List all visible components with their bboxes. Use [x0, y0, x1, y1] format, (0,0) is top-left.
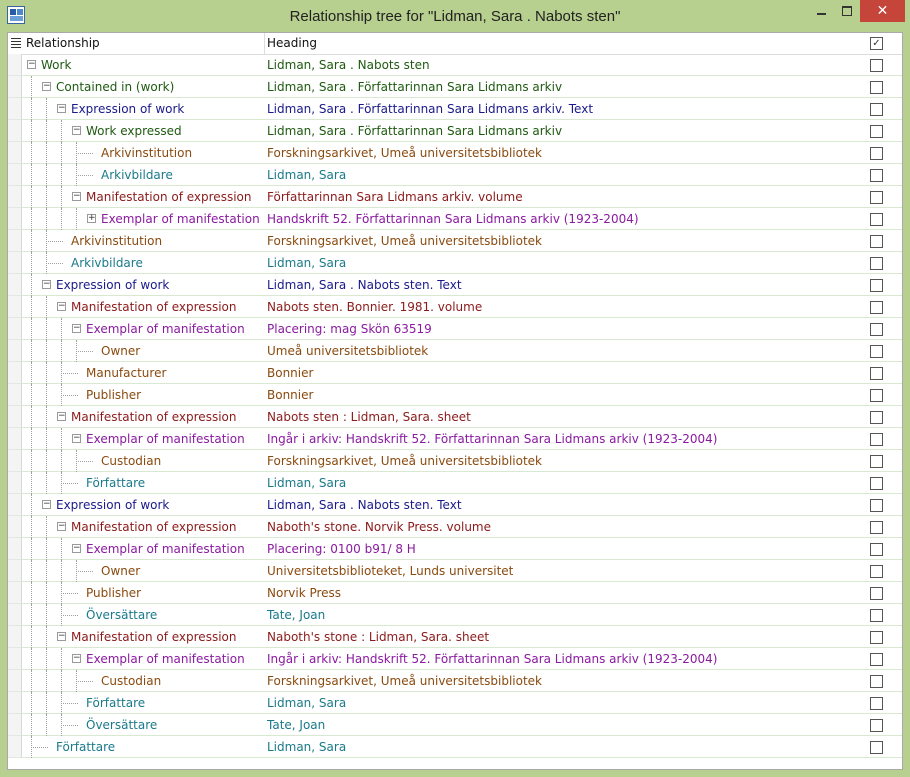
- heading-label: Lidman, Sara . Nabots sten: [267, 58, 430, 72]
- heading-label: Placering: 0100 b91/ 8 H: [267, 542, 416, 556]
- row-checkbox[interactable]: [870, 609, 883, 622]
- tree-connector: [46, 340, 47, 362]
- tree-row[interactable]: [8, 340, 902, 362]
- relationship-label: Work: [41, 58, 72, 72]
- row-gutter[interactable]: [8, 582, 22, 604]
- row-checkbox[interactable]: [870, 697, 883, 710]
- row-checkbox[interactable]: [870, 323, 883, 336]
- row-checkbox[interactable]: [870, 125, 883, 138]
- tree-connector: [46, 318, 47, 340]
- tree-connector: [61, 450, 62, 472]
- tree-connector: [31, 384, 32, 406]
- tree-connector: [46, 362, 47, 384]
- tree-connector: [61, 373, 78, 374]
- tree-connector: [61, 318, 62, 340]
- tree-connector: [31, 296, 32, 318]
- heading-label: Forskningsarkivet, Umeå universitetsbibliotek: [267, 674, 542, 688]
- heading-label: Naboth's stone : Lidman, Sara. sheet: [267, 630, 490, 644]
- collapse-icon[interactable]: −: [73, 653, 81, 663]
- tree-connector: [61, 703, 78, 704]
- relationship-label: Custodian: [101, 454, 162, 468]
- tree-connector: [31, 450, 32, 472]
- row-gutter[interactable]: [8, 692, 22, 714]
- relationship-label: Work expressed: [86, 124, 182, 138]
- row-gutter[interactable]: [8, 450, 22, 472]
- row-checkbox[interactable]: [870, 213, 883, 226]
- tree-connector: [31, 692, 32, 714]
- maximize-button[interactable]: [834, 0, 860, 22]
- tree-connector: [76, 351, 93, 352]
- row-gutter[interactable]: [8, 142, 22, 164]
- tree-row[interactable]: [8, 362, 902, 384]
- tree-connector: [31, 98, 32, 120]
- row-checkbox[interactable]: [870, 565, 883, 578]
- select-all-checkbox[interactable]: ✓: [870, 37, 883, 50]
- tree-row[interactable]: [8, 186, 902, 208]
- relationship-label: Författare: [86, 476, 146, 490]
- tree-row[interactable]: [8, 98, 902, 120]
- tree-connector: [31, 208, 32, 230]
- relationship-label: Manifestation of expression: [71, 410, 237, 424]
- row-checkbox[interactable]: [870, 279, 883, 292]
- relationship-label: Arkivinstitution: [71, 234, 163, 248]
- relationship-label: Exemplar of manifestation: [86, 542, 245, 556]
- relationship-label: Manifestation of expression: [71, 630, 237, 644]
- row-checkbox[interactable]: [870, 59, 883, 72]
- row-gutter[interactable]: [8, 186, 22, 208]
- heading-label: Lidman, Sara: [267, 256, 347, 270]
- row-gutter[interactable]: [8, 648, 22, 670]
- heading-label: Lidman, Sara: [267, 168, 347, 182]
- heading-label: Forskningsarkivet, Umeå universitetsbibliotek: [267, 454, 542, 468]
- collapse-icon[interactable]: −: [73, 191, 81, 201]
- relationship-label: Översättare: [86, 718, 158, 732]
- tree-connector: [61, 538, 62, 560]
- tree-connector: [61, 648, 62, 670]
- heading-label: Lidman, Sara . Nabots sten. Text: [267, 278, 462, 292]
- row-checkbox[interactable]: [870, 741, 883, 754]
- tree-connector: [31, 318, 32, 340]
- collapse-icon[interactable]: −: [73, 323, 81, 333]
- row-checkbox[interactable]: [870, 455, 883, 468]
- heading-label: Bonnier: [267, 388, 314, 402]
- tree-connector: [46, 648, 47, 670]
- row-gutter[interactable]: [8, 516, 22, 538]
- collapse-icon[interactable]: −: [73, 433, 81, 443]
- relationship-label: Manifestation of expression: [71, 300, 237, 314]
- row-checkbox[interactable]: [870, 411, 883, 424]
- tree-connector: [31, 582, 32, 604]
- relationship-label: Arkivinstitution: [101, 146, 193, 160]
- row-gutter[interactable]: [8, 230, 22, 252]
- tree-connector: [46, 428, 47, 450]
- tree-connector: [46, 263, 63, 264]
- tree-row[interactable]: [8, 318, 902, 340]
- tree-connector: [46, 582, 47, 604]
- tree-connector: [46, 142, 47, 164]
- tree-connector: [46, 296, 47, 318]
- relationship-label: Expression of work: [56, 278, 170, 292]
- tree-connector: [46, 384, 47, 406]
- tree-connector: [61, 593, 78, 594]
- tree-row[interactable]: [8, 714, 902, 736]
- tree-connector: [31, 164, 32, 186]
- tree-connector: [61, 208, 62, 230]
- relationship-label: Publisher: [86, 586, 142, 600]
- tree-connector: [61, 120, 62, 142]
- tree-connector: [31, 76, 32, 98]
- tree-connector: [61, 164, 62, 186]
- heading-label: Umeå universitetsbibliotek: [267, 344, 429, 358]
- tree-row[interactable]: [8, 164, 902, 186]
- heading-label: Naboth's stone. Norvik Press. volume: [267, 520, 491, 534]
- relationship-column-header[interactable]: Relationship: [26, 36, 100, 50]
- tree-row[interactable]: [8, 736, 902, 758]
- heading-label: Ingår i arkiv: Handskrift 52. Författarinnan Sara Lidmans arkiv (1923-2004): [267, 432, 718, 446]
- row-gutter[interactable]: [8, 362, 22, 384]
- tree-connector: [31, 604, 32, 626]
- tree-connector: [76, 175, 93, 176]
- relationship-label: Översättare: [86, 608, 158, 622]
- tree-connector: [61, 395, 78, 396]
- relationship-label: Expression of work: [71, 102, 185, 116]
- row-checkbox[interactable]: [870, 433, 883, 446]
- heading-label: Lidman, Sara: [267, 696, 347, 710]
- heading-label: Forskningsarkivet, Umeå universitetsbibliotek: [267, 146, 542, 160]
- row-checkbox[interactable]: [870, 631, 883, 644]
- tree-connector: [31, 472, 32, 494]
- row-checkbox[interactable]: [870, 477, 883, 490]
- tree-connector: [46, 604, 47, 626]
- row-gutter[interactable]: [8, 274, 22, 296]
- tree-connector: [46, 120, 47, 142]
- tree-connector: [76, 571, 93, 572]
- tree-connector: [46, 406, 47, 428]
- row-gutter[interactable]: [8, 164, 22, 186]
- tree-connector: [31, 560, 32, 582]
- window-title: Relationship tree for "Lidman, Sara . Nabots sten": [289, 8, 621, 25]
- tree-connector: [31, 494, 32, 516]
- relationship-label: Manifestation of expression: [86, 190, 252, 204]
- collapse-icon[interactable]: −: [58, 631, 66, 641]
- tree-row[interactable]: [8, 450, 902, 472]
- row-checkbox[interactable]: [870, 235, 883, 248]
- row-gutter[interactable]: [8, 120, 22, 142]
- row-checkbox[interactable]: [870, 169, 883, 182]
- heading-label: Författarinnan Sara Lidmans arkiv. volume: [267, 190, 523, 204]
- tree-connector: [31, 340, 32, 362]
- heading-label: Lidman, Sara: [267, 476, 347, 490]
- relationship-label: Arkivbildare: [71, 256, 143, 270]
- tree-connector: [31, 230, 32, 252]
- row-checkbox[interactable]: [870, 81, 883, 94]
- tree-connector: [46, 186, 47, 208]
- tree-row[interactable]: [8, 252, 902, 274]
- tree-row[interactable]: [8, 670, 902, 692]
- tree-row[interactable]: [8, 692, 902, 714]
- tree-connector: [46, 472, 47, 494]
- tree-row[interactable]: [8, 626, 902, 648]
- heading-label: Tate, Joan: [267, 608, 326, 622]
- relationship-label: Exemplar of manifestation: [86, 432, 245, 446]
- tree-connector: [61, 483, 78, 484]
- tree-connector: [76, 461, 93, 462]
- heading-label: Placering: mag Skön 63519: [267, 322, 432, 336]
- collapse-icon[interactable]: −: [43, 279, 51, 289]
- tree-connector: [46, 208, 47, 230]
- tree-connector: [76, 681, 93, 682]
- tree-connector: [31, 714, 32, 736]
- row-checkbox[interactable]: [870, 301, 883, 314]
- collapse-icon[interactable]: −: [73, 125, 81, 135]
- row-gutter[interactable]: [8, 472, 22, 494]
- expand-icon[interactable]: +: [88, 213, 96, 223]
- row-gutter[interactable]: [8, 670, 22, 692]
- tree-connector: [31, 626, 32, 648]
- row-gutter[interactable]: [8, 406, 22, 428]
- tree-connector: [31, 648, 32, 670]
- heading-label: Lidman, Sara . Författarinnan Sara Lidmans arkiv: [267, 80, 563, 94]
- tree-row[interactable]: [8, 230, 902, 252]
- tree-connector: [46, 538, 47, 560]
- row-gutter[interactable]: [8, 54, 22, 76]
- relationship-label: Publisher: [86, 388, 142, 402]
- tree-row[interactable]: [8, 120, 902, 142]
- heading-label: Tate, Joan: [267, 718, 326, 732]
- tree-connector: [31, 428, 32, 450]
- footer-area: [8, 759, 902, 769]
- tree-connector: [46, 714, 47, 736]
- tree-row[interactable]: [8, 54, 902, 76]
- tree-connector: [61, 615, 78, 616]
- row-checkbox[interactable]: [870, 257, 883, 270]
- tree-connector: [31, 362, 32, 384]
- row-gutter[interactable]: [8, 76, 22, 98]
- tree-connector: [31, 186, 32, 208]
- row-checkbox[interactable]: [870, 543, 883, 556]
- row-checkbox[interactable]: [870, 103, 883, 116]
- tree-connector: [61, 560, 62, 582]
- tree-connector: [46, 626, 47, 648]
- tree-connector: [46, 98, 47, 120]
- tree-connector: [61, 428, 62, 450]
- tree-row[interactable]: [8, 560, 902, 582]
- list-icon[interactable]: [11, 38, 21, 48]
- tree-connector: [46, 692, 47, 714]
- relationship-label: Exemplar of manifestation: [101, 212, 260, 226]
- tree-row[interactable]: [8, 296, 902, 318]
- tree-connector: [76, 208, 77, 230]
- row-gutter[interactable]: [8, 560, 22, 582]
- tree-row[interactable]: [8, 384, 902, 406]
- tree-connector: [31, 406, 32, 428]
- heading-label: Norvik Press: [267, 586, 342, 600]
- tree-connector: [61, 725, 78, 726]
- row-checkbox[interactable]: [870, 367, 883, 380]
- tree-row[interactable]: [8, 648, 902, 670]
- relationship-label: Exemplar of manifestation: [86, 322, 245, 336]
- heading-column-header[interactable]: Heading: [267, 36, 317, 50]
- row-gutter[interactable]: [8, 538, 22, 560]
- relationship-label: Custodian: [101, 674, 162, 688]
- row-divider: [22, 757, 902, 758]
- close-button[interactable]: [860, 0, 905, 22]
- heading-label: Handskrift 52. Författarinnan Sara Lidmans arkiv (1923-2004): [267, 212, 639, 226]
- collapse-icon[interactable]: −: [58, 411, 66, 421]
- row-checkbox[interactable]: [870, 499, 883, 512]
- tree-row[interactable]: [8, 76, 902, 98]
- row-gutter[interactable]: [8, 208, 22, 230]
- relationship-label: Expression of work: [56, 498, 170, 512]
- heading-label: Bonnier: [267, 366, 314, 380]
- relationship-label: Arkivbildare: [101, 168, 173, 182]
- tree-row[interactable]: [8, 516, 902, 538]
- tree-row[interactable]: [8, 582, 902, 604]
- row-checkbox[interactable]: [870, 675, 883, 688]
- relationship-label: Exemplar of manifestation: [86, 652, 245, 666]
- tree-connector: [31, 274, 32, 296]
- heading-label: Universitetsbiblioteket, Lunds universitet: [267, 564, 514, 578]
- collapse-icon[interactable]: −: [43, 499, 51, 509]
- tree-connector: [46, 670, 47, 692]
- row-gutter[interactable]: [8, 714, 22, 736]
- row-checkbox[interactable]: [870, 191, 883, 204]
- row-checkbox[interactable]: [870, 719, 883, 732]
- tree-row[interactable]: [8, 604, 902, 626]
- tree-connector: [31, 538, 32, 560]
- row-gutter[interactable]: [8, 296, 22, 318]
- heading-label: Lidman, Sara . Nabots sten. Text: [267, 498, 462, 512]
- tree-connector: [31, 670, 32, 692]
- title-bar[interactable]: [0, 0, 910, 32]
- row-checkbox[interactable]: [870, 521, 883, 534]
- tree-row[interactable]: [8, 406, 902, 428]
- row-checkbox[interactable]: [870, 389, 883, 402]
- tree-connector: [46, 516, 47, 538]
- tree-connector: [46, 560, 47, 582]
- minimize-icon: [817, 13, 826, 15]
- tree-connector: [46, 164, 47, 186]
- row-gutter[interactable]: [8, 428, 22, 450]
- minimize-button[interactable]: [808, 0, 834, 22]
- collapse-icon[interactable]: −: [43, 81, 51, 91]
- row-gutter[interactable]: [8, 736, 22, 758]
- tree-row[interactable]: [8, 428, 902, 450]
- heading-label: Ingår i arkiv: Handskrift 52. Författarinnan Sara Lidmans arkiv (1923-2004): [267, 652, 718, 666]
- heading-label: Lidman, Sara . Författarinnan Sara Lidmans arkiv. Text: [267, 102, 594, 116]
- heading-label: Lidman, Sara . Författarinnan Sara Lidmans arkiv: [267, 124, 563, 138]
- tree-connector: [46, 241, 63, 242]
- relationship-label: Manifestation of expression: [71, 520, 237, 534]
- row-gutter[interactable]: [8, 604, 22, 626]
- row-checkbox[interactable]: [870, 345, 883, 358]
- heading-label: Forskningsarkivet, Umeå universitetsbibliotek: [267, 234, 542, 248]
- collapse-icon[interactable]: −: [58, 521, 66, 531]
- relationship-label: Owner: [101, 344, 141, 358]
- column-header: [8, 33, 902, 55]
- heading-label: Nabots sten : Lidman, Sara. sheet: [267, 410, 471, 424]
- row-checkbox[interactable]: [870, 587, 883, 600]
- tree-connector: [31, 747, 48, 748]
- collapse-icon[interactable]: −: [73, 543, 81, 553]
- heading-label: Lidman, Sara: [267, 740, 347, 754]
- tree-row[interactable]: [8, 472, 902, 494]
- relationship-label: Contained in (work): [56, 80, 175, 94]
- relationship-label: Owner: [101, 564, 141, 578]
- row-gutter[interactable]: [8, 318, 22, 340]
- heading-label: Nabots sten. Bonnier. 1981. volume: [267, 300, 483, 314]
- collapse-icon[interactable]: −: [28, 59, 36, 69]
- tree-connector: [61, 186, 62, 208]
- tree-connector: [46, 450, 47, 472]
- row-gutter[interactable]: [8, 494, 22, 516]
- close-icon: ✕: [876, 3, 889, 19]
- row-gutter[interactable]: [8, 340, 22, 362]
- tree-row[interactable]: [8, 494, 902, 516]
- tree-connector: [31, 516, 32, 538]
- row-checkbox[interactable]: [870, 653, 883, 666]
- tree-connector: [31, 120, 32, 142]
- tree-connector: [61, 340, 62, 362]
- relationship-label: Författare: [56, 740, 116, 754]
- tree-row[interactable]: [8, 538, 902, 560]
- tree-connector: [31, 252, 32, 274]
- tree-row[interactable]: [8, 274, 902, 296]
- row-gutter[interactable]: [8, 252, 22, 274]
- row-gutter[interactable]: [8, 384, 22, 406]
- maximize-icon: [842, 6, 852, 16]
- collapse-icon[interactable]: −: [58, 103, 66, 113]
- relationship-label: Författare: [86, 696, 146, 710]
- row-gutter[interactable]: [8, 626, 22, 648]
- row-gutter[interactable]: [8, 98, 22, 120]
- tree-connector: [61, 142, 62, 164]
- relationship-label: Manufacturer: [86, 366, 167, 380]
- row-checkbox[interactable]: [870, 147, 883, 160]
- tree-connector: [31, 142, 32, 164]
- tree-grid: [7, 32, 903, 770]
- tree-connector: [76, 153, 93, 154]
- collapse-icon[interactable]: −: [58, 301, 66, 311]
- column-divider[interactable]: [264, 33, 265, 54]
- tree-row[interactable]: [8, 208, 902, 230]
- tree-row[interactable]: [8, 142, 902, 164]
- tree-connector: [61, 670, 62, 692]
